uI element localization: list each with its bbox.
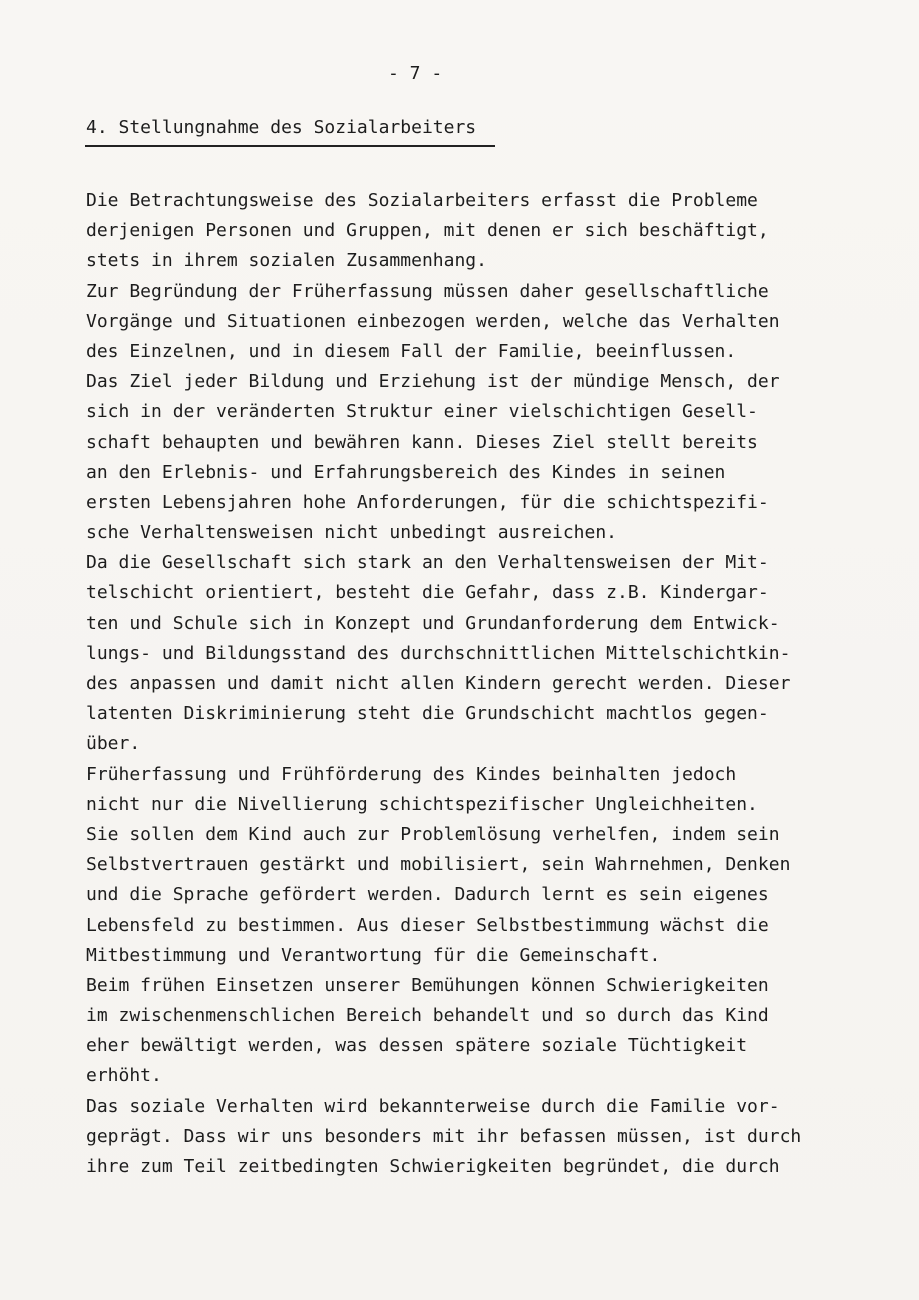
body-text <box>86 186 846 1182</box>
text-line: des anpassen und damit nicht allen Kindern gerecht werden. Dieser <box>86 673 791 694</box>
text-line: Die Betrachtungsweise des Sozialarbeiters erfasst die Probleme <box>86 190 758 211</box>
text-line: eher bewältigt werden, was dessen spätere soziale Tüchtigkeit <box>86 1035 748 1057</box>
text-line: an den Erlebnis- und Erfahrungsbereich des Kindes in seinen <box>86 461 726 483</box>
text-line: erhöht. <box>86 1065 162 1087</box>
text-line: Zur Begründung der Früherfassung müssen daher gesellschaftliche <box>86 280 769 302</box>
text-line: im zwischenmenschlichen Bereich behandelt und so durch das Kind <box>86 1005 769 1027</box>
text-line: Da die Gesellschaft sich stark an den Verhaltensweisen der Mit- <box>86 552 769 574</box>
text-line: Mitbestimmung und Verantwortung für die Gemeinschaft. <box>86 944 661 966</box>
text-line: derjenigen Personen und Gruppen, mit denen er sich beschäftigt, <box>86 220 769 242</box>
text-line: lungs- und Bildungsstand des durchschnittlichen Mittelschichtkin- <box>86 642 791 664</box>
section-heading: 4. Stellungnahme des Sozialarbeiters <box>86 117 477 138</box>
text-line: Früherfassung und Frühförderung des Kindes beinhalten jedoch <box>86 763 737 785</box>
text-line: Lebensfeld zu bestimmen. Aus dieser Selbstbestimmung wächst die <box>86 914 769 936</box>
text-line: Das Ziel jeder Bildung und Erziehung ist der mündige Mensch, der <box>86 371 780 393</box>
text-line: des Einzelnen, und in diesem Fall der Familie, beeinflussen. <box>86 340 737 362</box>
text-line: über. <box>86 733 141 755</box>
page-number: - 7 - <box>388 63 443 84</box>
text-line: schaft behaupten und bewähren kann. Dieses Ziel stellt bereits <box>86 431 758 453</box>
text-line: und die Sprache gefördert werden. Dadurch lernt es sein eigenes <box>86 884 769 906</box>
text-line: geprägt. Dass wir uns besonders mit ihr befassen müssen, ist durch <box>86 1125 802 1147</box>
text-line: stets in ihrem sozialen Zusammenhang. <box>86 250 487 272</box>
text-line: Das soziale Verhalten wird bekannterweise durch die Familie vor- <box>86 1095 780 1117</box>
text-line: Selbstvertrauen gestärkt und mobilisiert, sein Wahrnehmen, Denken <box>86 854 791 876</box>
text-line: telschicht orientiert, besteht die Gefahr, dass z.B. Kindergar- <box>86 582 769 604</box>
heading-underline <box>85 145 495 147</box>
text-line: latenten Diskriminierung steht die Grundschicht machtlos gegen- <box>86 703 769 725</box>
text-line: sche Verhaltensweisen nicht unbedingt ausreichen. <box>86 522 618 544</box>
text-line: Vorgänge und Situationen einbezogen werden, welche das Verhalten <box>86 310 780 332</box>
text-line: ihre zum Teil zeitbedingten Schwierigkeiten begründet, die durch <box>86 1156 780 1177</box>
text-line: ten und Schule sich in Konzept und Grundanforderung dem Entwick- <box>86 612 780 634</box>
text-line: Sie sollen dem Kind auch zur Problemlösung verhelfen, indem sein <box>86 823 780 845</box>
text-line: ersten Lebensjahren hohe Anforderungen, für die schichtspezifi- <box>86 491 769 513</box>
text-line: sich in der veränderten Struktur einer vielschichtigen Gesell- <box>86 401 758 423</box>
text-line: nicht nur die Nivellierung schichtspezifischer Ungleichheiten. <box>86 793 758 815</box>
text-line: Beim frühen Einsetzen unserer Bemühungen können Schwierigkeiten <box>86 974 769 996</box>
